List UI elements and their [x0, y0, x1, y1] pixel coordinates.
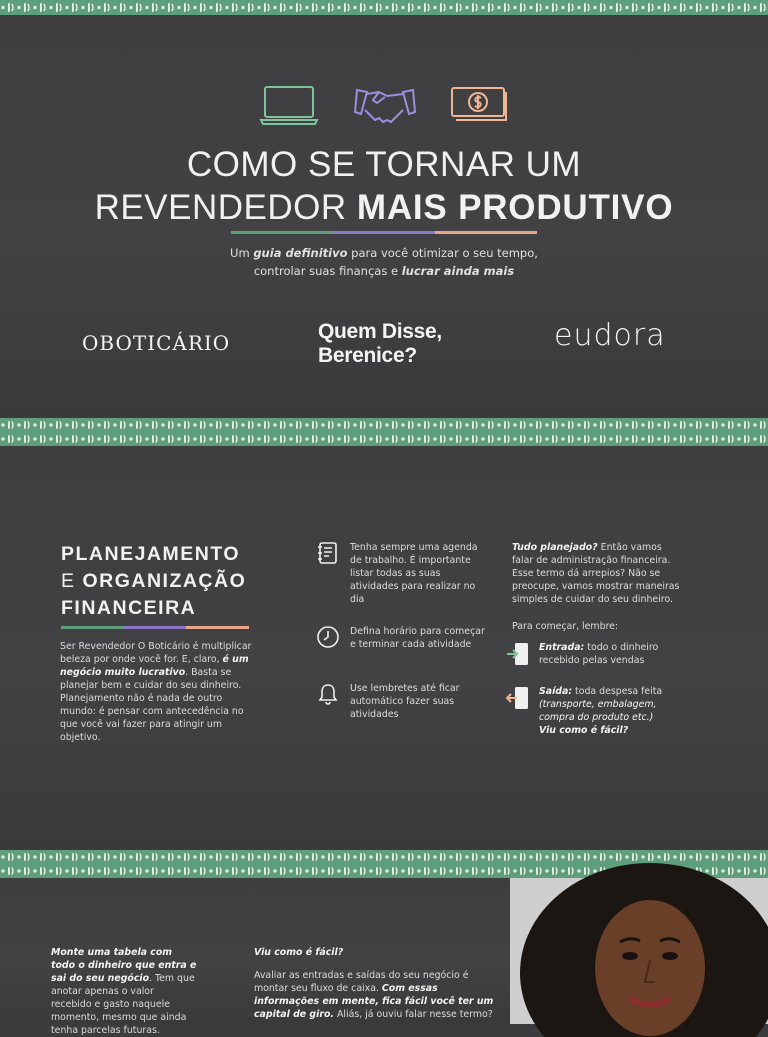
brand-logo-quem-disse-berenice: Quem Disse, Berenice? [318, 320, 442, 367]
bell-icon [316, 682, 340, 706]
tip-bell [316, 682, 486, 721]
tip-agenda [316, 541, 486, 606]
clock-icon [316, 625, 340, 649]
decorative-border-top [0, 0, 768, 15]
tip-clock [316, 625, 486, 651]
section-intro: Ser Revendedor O Boticário é multiplicar beleza por onde você for. E, claro, é um negócio muito lucrativo. Basta se planejar bem e cuidar do seu dinheiro. Planejamento não é nada de outro mundo: é pensar com antecedência no que você vai fazer para atingir um objetivo. [60, 641, 252, 743]
pattern-icon [0, 0, 768, 15]
cashflow-explainer: Viu como é fácil? Avaliar as entradas e saídas do seu negócio é montar seu fluxo de caixa. Com essas informações em mente, fica fácil você ter um capital de giro. Aliás, já ouviu falar nesse termo? [254, 947, 494, 1020]
agenda-icon [316, 541, 340, 565]
hero-icons [260, 84, 510, 126]
decorative-border-middle [0, 418, 768, 446]
brand-logo-eudora: eudora [554, 318, 666, 353]
finance-intro: Tudo planejado? Então vamos falar de administração financeira. Esse termo dá arrepios? Não se preocupe, vamos mostrar maneiras simples de cuidar do seu dinheiro. Para começar, lembre: [512, 541, 682, 633]
cashflow-table-tip: Monte uma tabela com todo o dinheiro que entra e sai do seu negócio. Tem que anotar apenas o valor recebido e gasto naquele momento, mesmo que ainda tenha parcelas futuras. [51, 947, 197, 1036]
handshake-icon [355, 90, 415, 122]
reseller-photo [510, 878, 768, 1024]
tip-agenda-text: Tenha sempre uma agenda de trabalho. É importante listar todas as suas atividades para realizar no dia [350, 542, 478, 605]
tip-bell-text: Use lembretes até ficar automático fazer suas atividades [350, 683, 460, 720]
money-icon [452, 88, 506, 120]
hero-subtitle: Um guia definitivo para você otimizar o seu tempo, controlar suas finanças e lucrar ainda mais [230, 246, 538, 278]
hero-divider [231, 231, 537, 234]
finance-remember: Para começar, lembre: [512, 621, 619, 632]
exit-text: Saída: toda despesa feita (transporte, embalagem, compra do produto etc.) Viu como é fácil? [539, 686, 663, 736]
entry-item [505, 641, 685, 667]
brand-logo-boticario: OBOTICÁRIO [82, 331, 231, 355]
hero-title-line1: COMO SE TORNAR UM [186, 145, 582, 184]
door-enter-icon [505, 641, 531, 667]
hero-title-light: REVENDEDOR [94, 188, 357, 227]
hero-title-line2 [0, 186, 768, 229]
tip-clock-text: Defina horário para começar e terminar cada atividade [350, 626, 485, 650]
woman-portrait-icon [510, 878, 768, 1024]
pattern-icon [0, 418, 768, 446]
section-divider [61, 626, 249, 629]
exit-item [505, 685, 685, 737]
hero-title-bold: MAIS PRODUTIVO [356, 188, 674, 227]
laptop-icon [261, 87, 317, 124]
door-exit-icon [505, 685, 531, 711]
entry-text: Entrada: todo o dinheiro recebido pelas vendas [539, 642, 659, 666]
section-title: PLANEJAMENTO E ORGANIZAÇÃO FINANCEIRA [61, 543, 247, 619]
hero-title [0, 143, 768, 229]
